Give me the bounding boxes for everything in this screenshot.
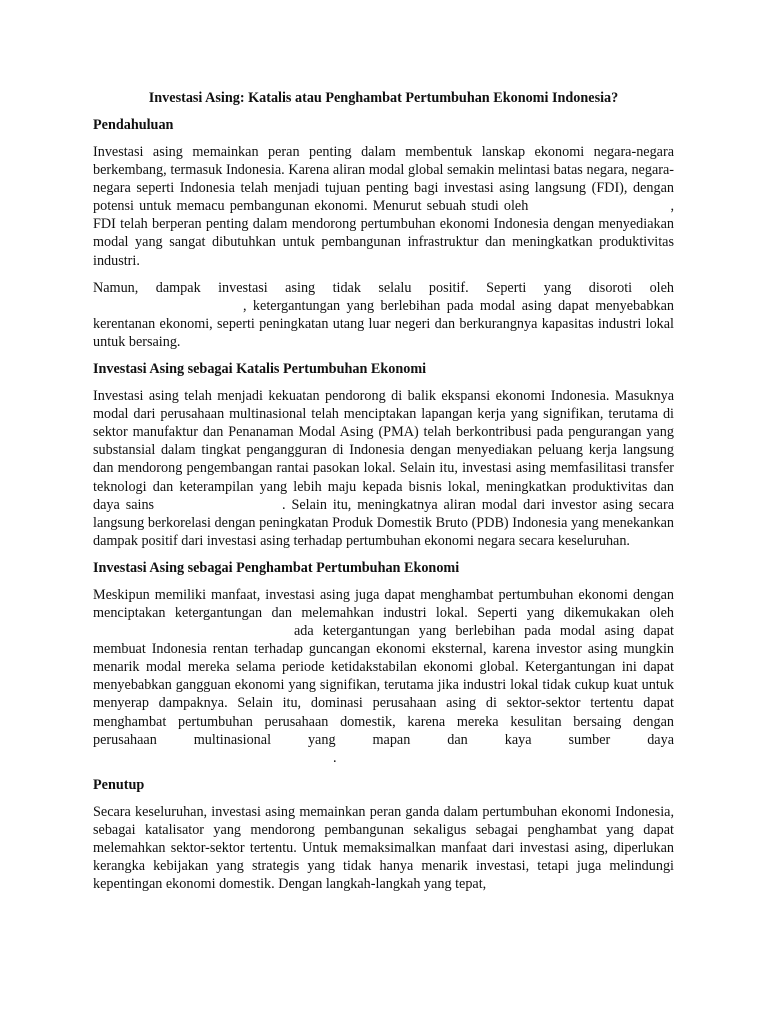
paragraph-penghambat-1: [93, 586, 674, 767]
penghambat-1-text-c: .: [333, 749, 337, 766]
katalis-1-text-b: . Selain itu, meningkatnya aliran modal dari investor asing secara langsung berkorelasi dengan peningkatan Produk Domestik Bruto (PDB) Indonesia yang menekankan dampak positif dari investasi asing terhadap pertumbuhan ekonomi negara secara keseluruhan.: [93, 496, 675, 549]
intro-1-text-b: , FDI telah berperan penting dalam mendorong pertumbuhan ekonomi Indonesia dengan menyediakan modal yang sangat dibutuhkan untuk pembangunan infrastruktur dan meningkatkan produktivitas industri.: [93, 198, 674, 269]
document-title: Investasi Asing: Katalis atau Penghambat Pertumbuhan Ekonomi Indonesia?: [148, 90, 619, 106]
penghambat-1-text-a: Meskipun memiliki manfaat, investasi asing juga dapat menghambat pertumbuhan ekonomi dengan menciptakan ketergantungan dan melemahkan industri lokal. Seperti yang dikemukakan oleh: [93, 586, 674, 621]
intro-2-text-b: , ketergantungan yang berlebihan pada modal asing dapat menyebabkan kerentanan ekonomi, seperti peningkatan utang luar negeri dan berkurangnya kapasitas industri lokal untuk bersaing.: [93, 297, 674, 350]
paragraph-katalis-1: [93, 387, 674, 550]
paragraph-intro-2: [93, 279, 674, 351]
penghambat-1-text-b: ada ketergantungan yang berlebihan pada modal asing dapat membuat Indonesia rentan terhadap guncangan ekonomi eksternal, karena investor asing mungkin menarik modal mereka selama periode ketidakstabilan ekonomi global. Ketergantungan ini dapat menyebabkan gangguan ekonomi yang signifikan, terutama jika industri lokal tidak cukup kuat untuk menyerap dampaknya. Selain itu, dominasi perusahaan asing di sektor-sektor tertentu dapat menghambat pertumbuhan perusahaan domestik, karena mereka kesulitan bersaing dengan perusahaan multinasional yang mapan dan kaya sumber daya: [93, 623, 674, 748]
heading-penutup: Penutup: [93, 776, 145, 793]
heading-penghambat: Investasi Asing sebagai Penghambat Pertumbuhan Ekonomi: [93, 559, 460, 576]
heading-pendahuluan: Pendahuluan: [93, 117, 174, 133]
intro-1-text-a: Investasi asing memainkan peran penting dalam membentuk lanskap ekonomi negara-negara berkembang, termasuk Indonesia. Karena aliran modal global semakin melintasi batas negara, negara-negara seperti Indonesia telah menjadi tujuan penting bagi investasi asing langsung (FDI), dengan potensi untuk memacu pembangunan ekonomi. Menurut sebuah studi oleh: [93, 144, 674, 215]
paragraph-penutup-1: Secara keseluruhan, investasi asing memainkan peran ganda dalam pertumbuhan ekonomi Indonesia, sebagai katalisator yang mendorong pembangunan sekaligus sebagai penghambat yang dapat melemahkan sektor-sektor tertentu. Untuk memaksimalkan manfaat dari investasi asing, diperlukan kerangka kebijakan yang strategis yang tidak hanya menarik investasi, tetapi juga melindungi kepentingan ekonomi domestik. Dengan langkah-langkah yang tepat,: [93, 803, 674, 893]
paragraph-intro-1: [93, 143, 674, 270]
intro-2-text-a: Namun, dampak investasi asing tidak selalu positif. Seperti yang disoroti oleh: [93, 279, 674, 296]
katalis-1-text-a: Investasi asing telah menjadi kekuatan pendorong di balik ekspansi ekonomi Indonesia. Masuknya modal dari perusahaan multinasional telah menciptakan lapangan kerja yang signifikan, terutama di sektor manufaktur dan Penanaman Modal Asing (PMA) telah berkontribusi pada pengurangan yang substansial dalam tingkat pengangguran di Indonesia dengan menyediakan peluang kerja langsung dan mendorong pengembangan rantai pasokan lokal. Selain itu, investasi asing memfasilitasi transfer teknologi dan keterampilan yang lebih maju kepada bisnis lokal, meningkatkan produktivitas dan daya sains: [93, 388, 674, 513]
heading-katalis: Investasi Asing sebagai Katalis Pertumbuhan Ekonomi: [93, 361, 427, 378]
